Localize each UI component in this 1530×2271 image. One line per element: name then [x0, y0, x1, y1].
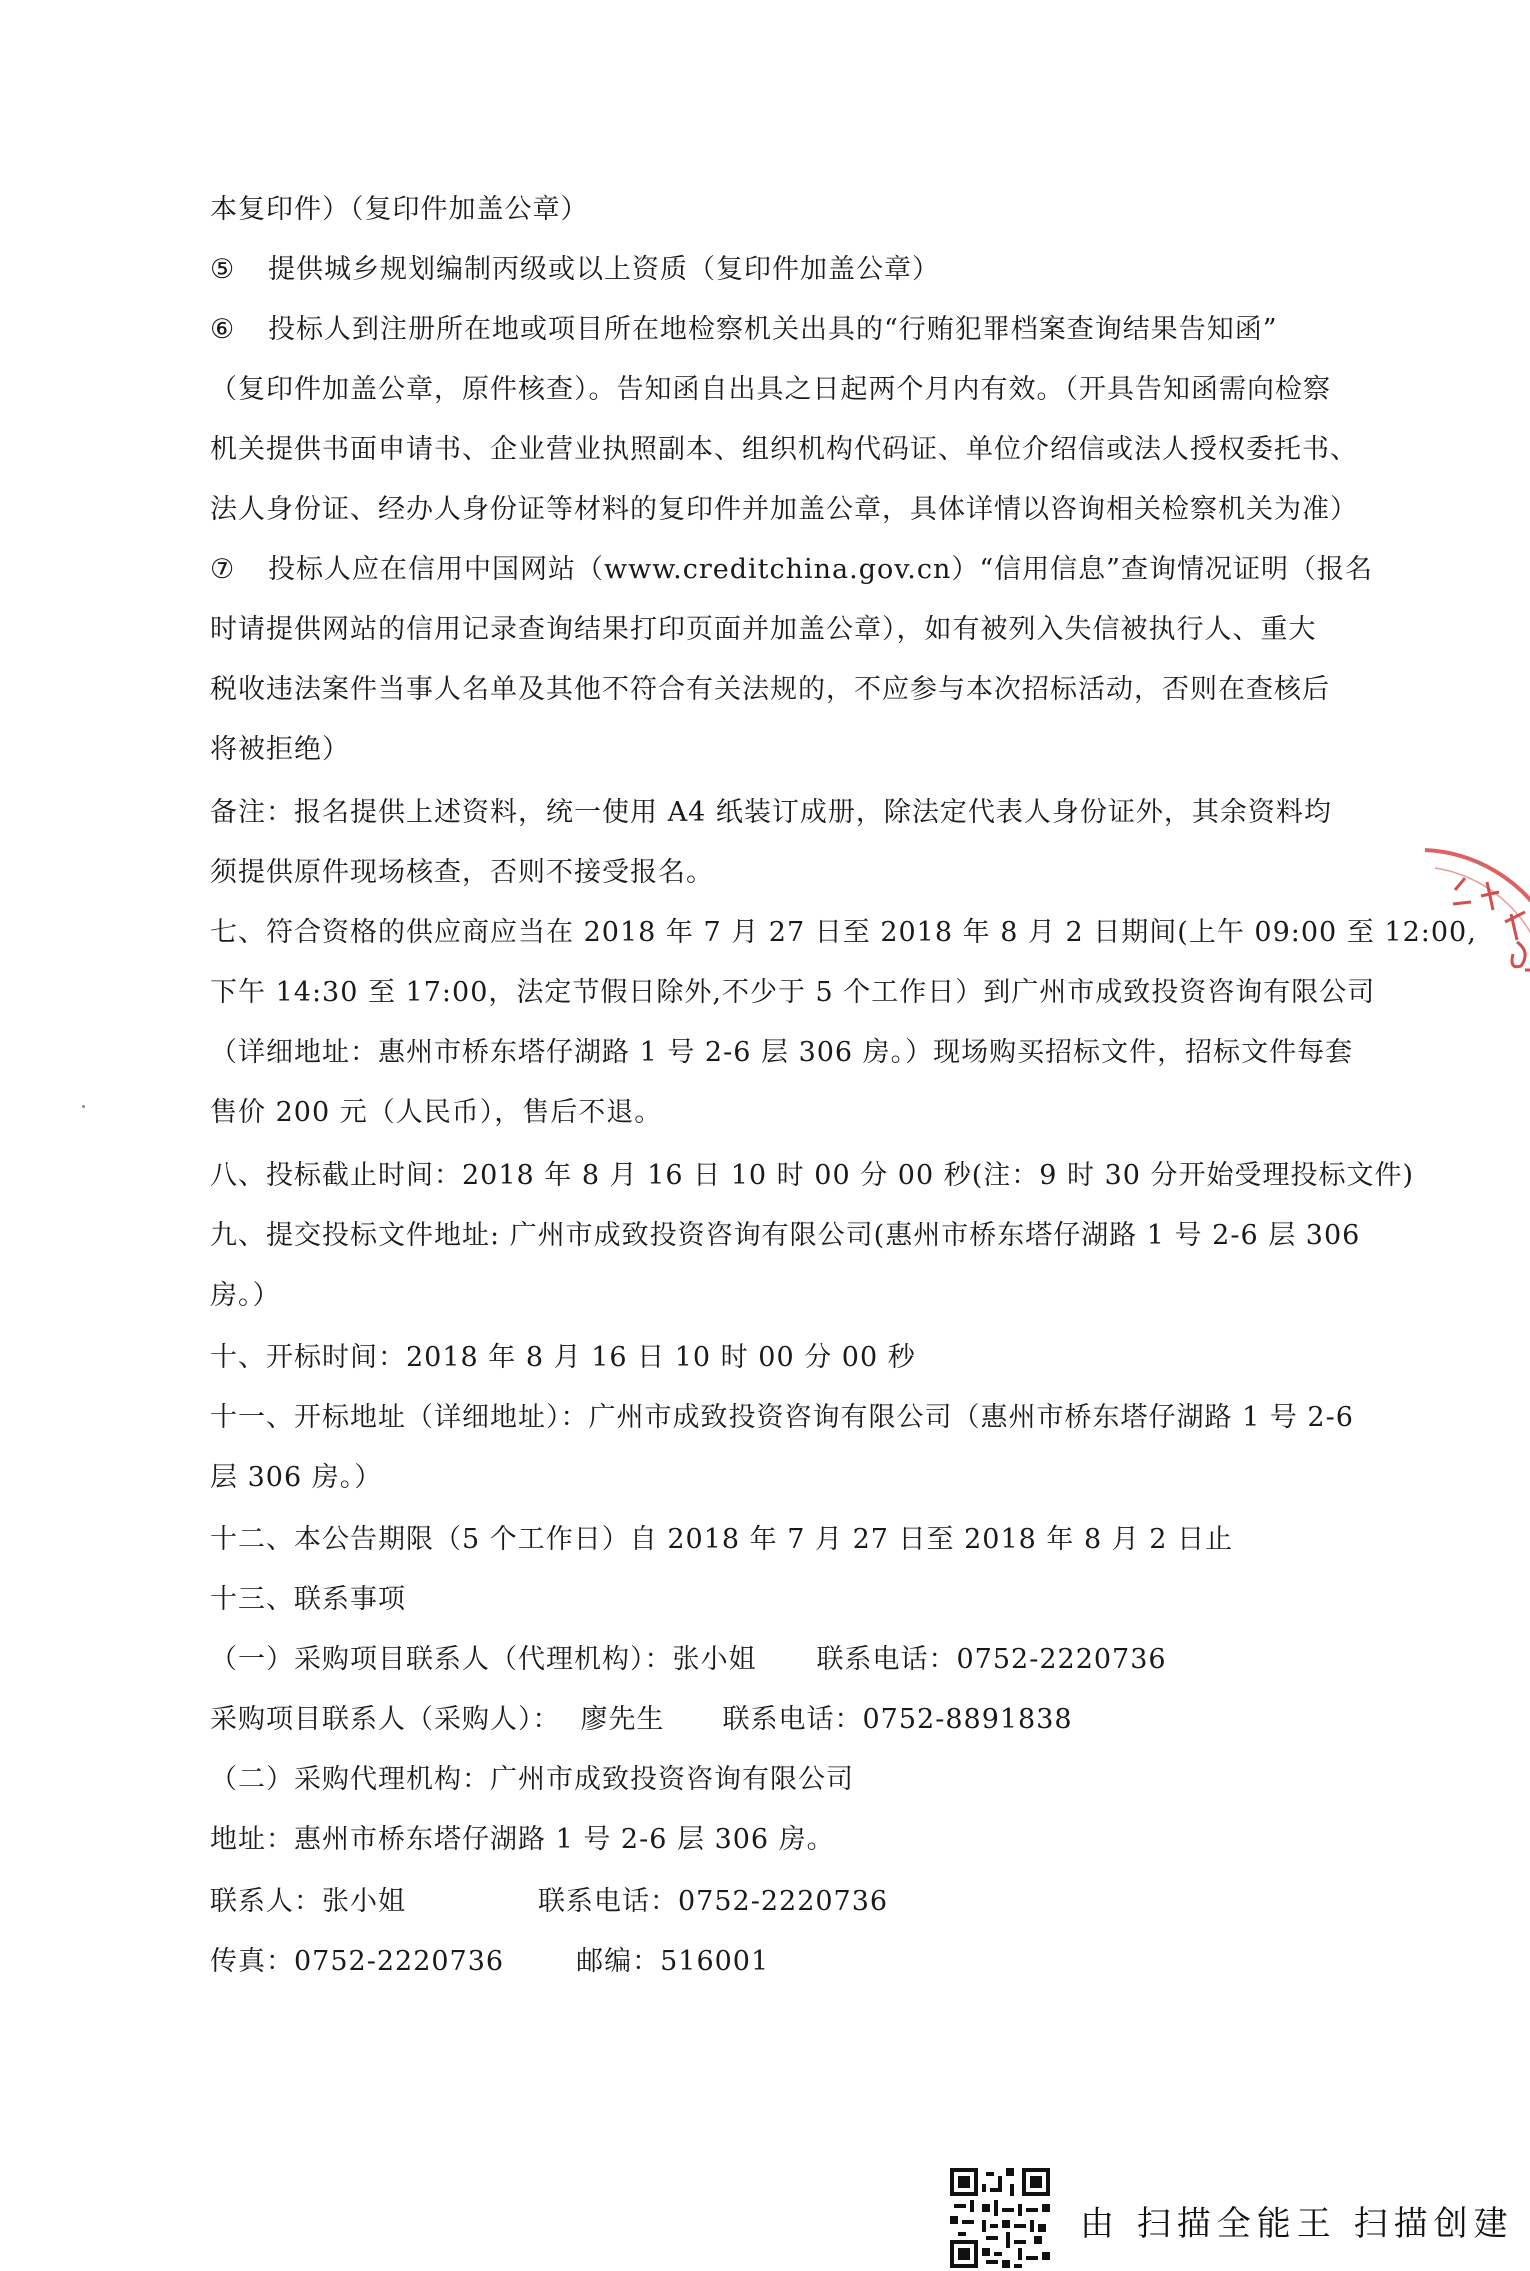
section-10: 十、开标时间：2018 年 8 月 16 日 10 时 00 分 00 秒: [210, 1342, 916, 1373]
item-number: ⑥: [210, 314, 236, 345]
section-11: 十一、开标地址（详细地址）：广州市成致投资咨询有限公司（惠州市桥东塔仔湖路 1 号 2-6: [210, 1402, 1354, 1433]
section-12: 十二、本公告期限（5 个工作日）自 2018 年 7 月 27 日至 2018 年 8 月 2 日止: [210, 1524, 1234, 1555]
item-text: 提供城乡规划编制丙级或以上资质（复印件加盖公章）: [268, 254, 940, 285]
list-item-6: [210, 312, 1278, 348]
text-line: 售价 200 元（人民币），售后不退。: [210, 1097, 663, 1128]
scanner-watermark: [950, 2160, 1530, 2271]
scanner-watermark-text: 由 扫描全能王 扫描创建: [1080, 2204, 1514, 2244]
fax: 传真：0752-2220736: [210, 1946, 505, 1977]
item-number: ⑤: [210, 254, 236, 285]
text-line: 将被拒绝）: [210, 734, 350, 765]
contact-agency-phone: 联系电话：0752-2220736: [816, 1644, 1167, 1675]
text-line: 税收违法案件当事人名单及其他不符合有关法规的，不应参与本次招标活动，否则在查核后: [210, 674, 1330, 705]
list-item-7: [210, 552, 1373, 588]
qr-code-icon: [950, 2168, 1050, 2268]
contact-phone: 联系电话：0752-2220736: [538, 1886, 889, 1917]
contact-purchaser-line: [210, 1702, 1073, 1738]
text-line: 法人身份证、经办人身份证等材料的复印件并加盖公章，具体详情以咨询相关检察机关为准）: [210, 494, 1358, 525]
item-text: 投标人到注册所在地或项目所在地检察机关出具的“行贿犯罪档案查询结果告知函”: [268, 314, 1278, 345]
contact-purchaser-phone: 联系电话：0752-8891838: [722, 1704, 1073, 1735]
red-seal-stamp: [1395, 830, 1530, 1130]
list-item-5: [210, 252, 940, 288]
text-line: 时请提供网站的信用记录查询结果打印页面并加盖公章），如有被列入失信被执行人、重大: [210, 614, 1317, 645]
section-8: 八、投标截止时间：2018 年 8 月 16 日 10 时 00 分 00 秒(注：9 时 30 分开始受理投标文件): [210, 1160, 1415, 1191]
section-9: 九、提交投标文件地址: 广州市成致投资咨询有限公司(惠州市桥东塔仔湖路 1 号 2-6 层 306: [210, 1220, 1361, 1251]
contact-purchaser-person: 廖先生: [580, 1704, 665, 1735]
section-7: 七、符合资格的供应商应当在 2018 年 7 月 27 日至 2018 年 8 月 2 日期间(上午 09:00 至 12:00,: [210, 917, 1477, 948]
section-13: 十三、联系事项: [210, 1584, 406, 1615]
scan-speck: [82, 1105, 85, 1108]
note-line: 备注：报名提供上述资料，统一使用 A4 纸装订成册，除法定代表人身份证外，其余资料均: [210, 797, 1332, 828]
contact-agency-line: [210, 1642, 1167, 1678]
contact-person: 联系人：张小姐: [210, 1886, 406, 1917]
text-line: （详细地址：惠州市桥东塔仔湖路 1 号 2-6 层 306 房。）现场购买招标文件，招标文件每套: [210, 1037, 1354, 1068]
text-line: 层 306 房。）: [210, 1462, 383, 1493]
scan-speck: [1478, 862, 1481, 865]
text-line: 房。）: [210, 1280, 281, 1311]
item-number: ⑦: [210, 554, 236, 585]
text-line: 机关提供书面申请书、企业营业执照副本、组织机构代码证、单位介绍信或法人授权委托书、: [210, 434, 1358, 465]
contact-purchaser-label: 采购项目联系人（采购人）：: [210, 1704, 561, 1735]
contact-person-line: [210, 1884, 888, 1920]
text-line: 下午 14:30 至 17:00，法定节假日除外,不少于 5 个工作日）到广州市成致投资咨询有限公司: [210, 977, 1376, 1008]
contact-agency-person: （一）采购项目联系人（代理机构）：张小姐: [210, 1644, 757, 1675]
text-line: （复印件加盖公章，原件核查）。告知函自出具之日起两个月内有效。（开具告知函需向检察: [210, 374, 1331, 405]
address-line: 地址：惠州市桥东塔仔湖路 1 号 2-6 层 306 房。: [210, 1824, 835, 1855]
note-line: 须提供原件现场核查，否则不接受报名。: [210, 857, 714, 888]
text-line: 本复印件）（复印件加盖公章）: [210, 194, 589, 225]
postcode: 邮编：516001: [576, 1946, 770, 1977]
agency-line: （二）采购代理机构：广州市成致投资咨询有限公司: [210, 1764, 854, 1795]
item-text: 投标人应在信用中国网站（www.creditchina.gov.cn）“信用信息”查询情况证明（报名: [268, 554, 1373, 585]
fax-line: [210, 1944, 769, 1980]
